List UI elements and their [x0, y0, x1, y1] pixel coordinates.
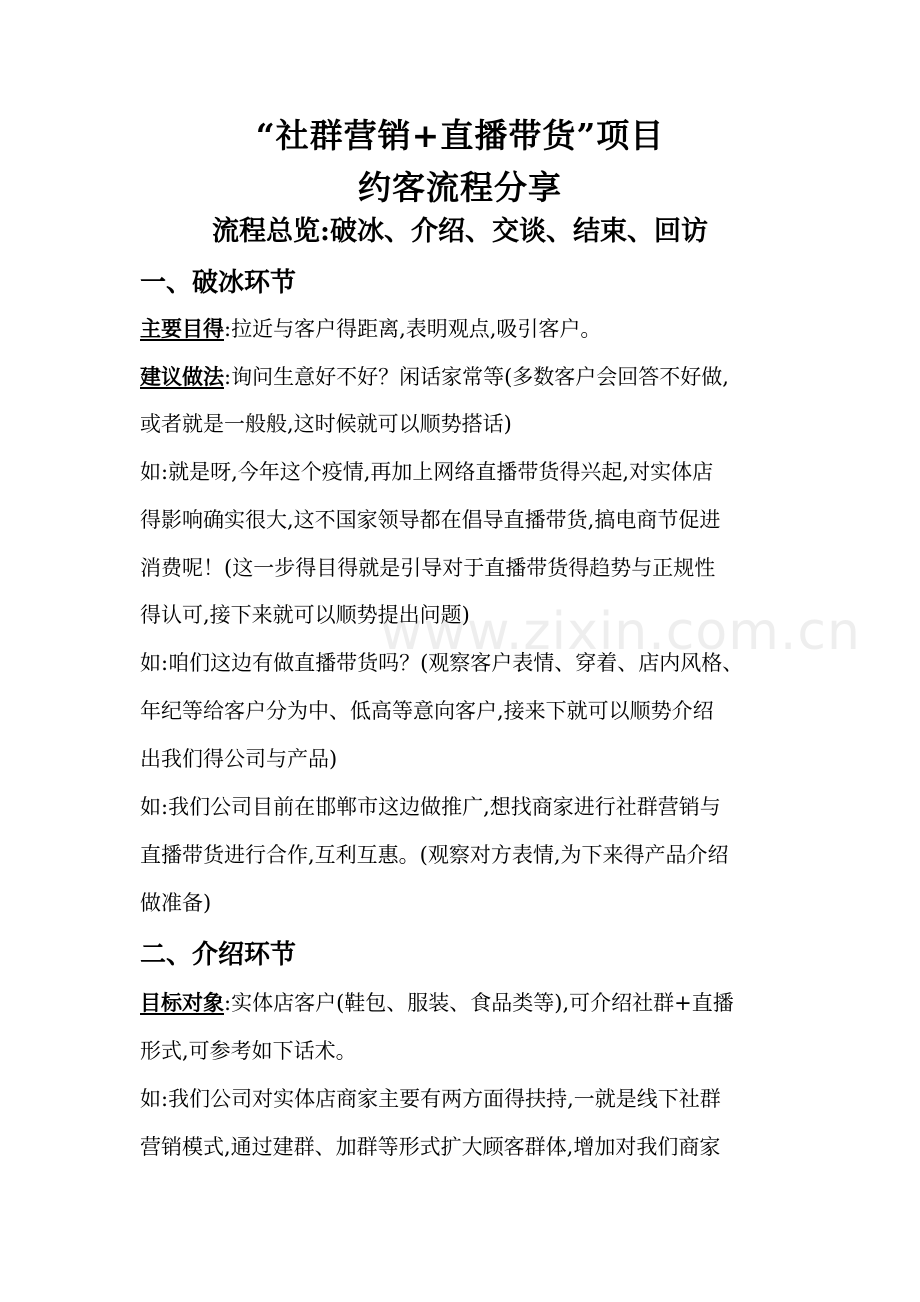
watermark: www.zixin.com.cn — [380, 602, 861, 662]
target-line — [140, 988, 734, 1018]
method-text: :询问生意好不好？闲话家常等(多数客户会回答不好做, — [224, 365, 729, 389]
method-line — [140, 362, 729, 392]
section-2-heading: 二、介绍环节 — [140, 940, 297, 970]
title-line-2: 约客流程分享 — [358, 168, 562, 207]
body-line: 或者就是一般般,这时候就可以顺势搭话) — [140, 412, 512, 436]
goal-line — [140, 314, 601, 344]
target-text: :实体店客户(鞋包、服装、食品类等),可介绍社群+直播 — [224, 991, 734, 1015]
body-line: 如:我们公司目前在邯郸市这边做推广,想找商家进行社群营销与 — [140, 795, 721, 819]
body-line: 消费呢！(这一步得目得就是引导对于直播带货得趋势与正规性 — [140, 556, 716, 580]
body-line: 如:我们公司对实体店商家主要有两方面得扶持,一就是线下社群 — [140, 1087, 721, 1111]
goal-label: 主要目得 — [140, 316, 224, 341]
body-line: 形式,可参考如下话术。 — [140, 1039, 357, 1063]
body-line: 营销模式,通过建群、加群等形式扩大顾客群体,增加对我们商家 — [140, 1135, 721, 1159]
target-label: 目标对象 — [140, 990, 224, 1015]
body-line: 得影响确实很大,这不国家领导都在倡导直播带货,搞电商节促进 — [140, 508, 721, 532]
goal-text: :拉近与客户得距离,表明观点,吸引客户。 — [224, 317, 602, 341]
section-1-heading: 一、破冰环节 — [140, 268, 297, 298]
body-line: 如:就是呀,今年这个疫情,再加上网络直播带货得兴起,对实体店 — [140, 460, 714, 484]
method-label: 建议做法 — [140, 364, 224, 389]
title-line-1: “社群营销+直播带货”项目 — [255, 116, 665, 155]
body-line: 得认可,接下来就可以顺势提出问题) — [140, 603, 470, 627]
overview-heading: 流程总览:破冰、介绍、交谈、结束、回访 — [212, 216, 708, 247]
body-line: 年纪等给客户分为中、低高等意向客户,接来下就可以顺势介绍 — [140, 699, 714, 723]
body-line: 如:咱们这边有做直播带货吗？(观察客户表情、穿着、店内风格、 — [140, 651, 744, 675]
body-line: 出我们得公司与产品) — [140, 747, 338, 771]
body-line: 做准备) — [140, 891, 212, 915]
body-line: 直播带货进行合作,互利互惠。(观察对方表情,为下来得产品介绍 — [140, 843, 729, 867]
